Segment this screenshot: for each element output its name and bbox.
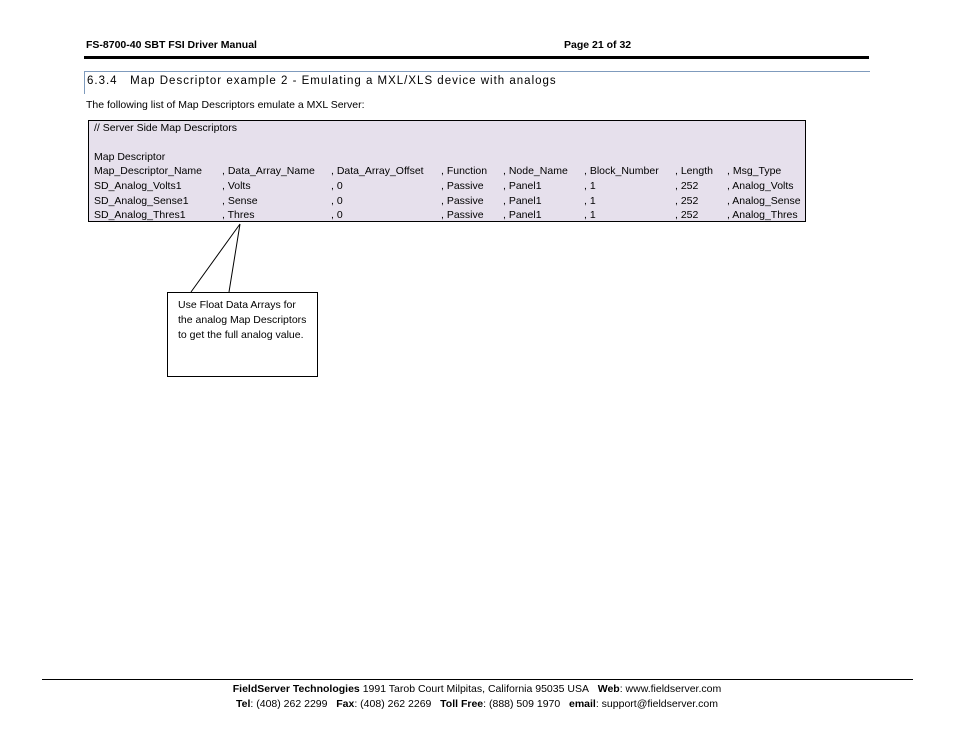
footer-web-label: Web: [597, 683, 620, 695]
column-header: , Node_Name: [503, 165, 568, 177]
column-header: , Msg_Type: [727, 165, 782, 177]
code-section-label: Map Descriptor: [94, 151, 166, 163]
footer-tollfree-label: Toll Free: [440, 698, 484, 710]
code-cell: , 1: [584, 195, 596, 207]
intro-paragraph: The following list of Map Descriptors emulate a MXL Server:: [86, 99, 365, 111]
code-cell: , 1: [584, 209, 596, 221]
column-header: , Function: [441, 165, 488, 177]
code-cell: , 0: [331, 180, 343, 192]
code-cell: , 252: [675, 195, 699, 207]
code-cell: , Thres: [222, 209, 255, 221]
footer-line-1: [0, 683, 954, 695]
code-cell: , 1: [584, 180, 596, 192]
code-cell: , Analog_Sense: [727, 195, 801, 207]
code-cell: , 252: [675, 209, 699, 221]
footer-tel-value: : (408) 262 2299: [250, 698, 328, 710]
code-cell: SD_Analog_Sense1: [94, 195, 189, 207]
footer-email-label: email: [568, 698, 596, 710]
footer-tollfree-value: : (888) 509 1970: [483, 698, 561, 710]
code-cell: , Panel1: [503, 180, 542, 192]
column-header: , Data_Array_Offset: [331, 165, 424, 177]
code-cell: , Sense: [222, 195, 258, 207]
code-cell: , Passive: [441, 180, 484, 192]
footer-fax-value: : (408) 262 2269: [354, 698, 432, 710]
column-header: , Block_Number: [584, 165, 659, 177]
page-number: Page 21 of 32: [564, 39, 632, 51]
code-cell: SD_Analog_Volts1: [94, 180, 182, 192]
footer-email-value[interactable]: : support@fieldserver.com: [595, 698, 718, 710]
code-cell: , Passive: [441, 209, 484, 221]
code-cell: , Volts: [222, 180, 251, 192]
section-title: Map Descriptor example 2 - Emulating a MXL/XLS device with analogs: [130, 75, 557, 87]
column-header: , Length: [675, 165, 713, 177]
footer-tel-label: Tel: [236, 698, 251, 710]
footer-address: 1991 Tarob Court Milpitas, California 95035 USA: [362, 683, 589, 695]
code-comment: // Server Side Map Descriptors: [94, 122, 237, 134]
code-cell: , Passive: [441, 195, 484, 207]
column-header: , Data_Array_Name: [222, 165, 315, 177]
code-cell: , Panel1: [503, 209, 542, 221]
code-cell: SD_Analog_Thres1: [94, 209, 186, 221]
footer-divider: [42, 679, 913, 680]
code-cell: , Panel1: [503, 195, 542, 207]
footer-line-2: [0, 698, 954, 710]
column-header: Map_Descriptor_Name: [94, 165, 202, 177]
callout-note: [167, 292, 318, 377]
document-title: FS-8700-40 SBT FSI Driver Manual: [86, 39, 257, 51]
section-number: 6.3.4: [87, 75, 118, 87]
code-cell: , 252: [675, 180, 699, 192]
callout-text: Use Float Data Arrays for the analog Map Descriptors to get the full analog value.: [178, 299, 307, 341]
code-cell: , Analog_Thres: [727, 209, 798, 221]
code-cell: , Analog_Volts: [727, 180, 794, 192]
code-cell: , 0: [331, 195, 343, 207]
code-cell: , 0: [331, 209, 343, 221]
footer-web-value[interactable]: : www.fieldserver.com: [619, 683, 722, 695]
footer-company: FieldServer Technologies: [232, 683, 360, 695]
footer-fax-label: Fax: [336, 698, 355, 710]
